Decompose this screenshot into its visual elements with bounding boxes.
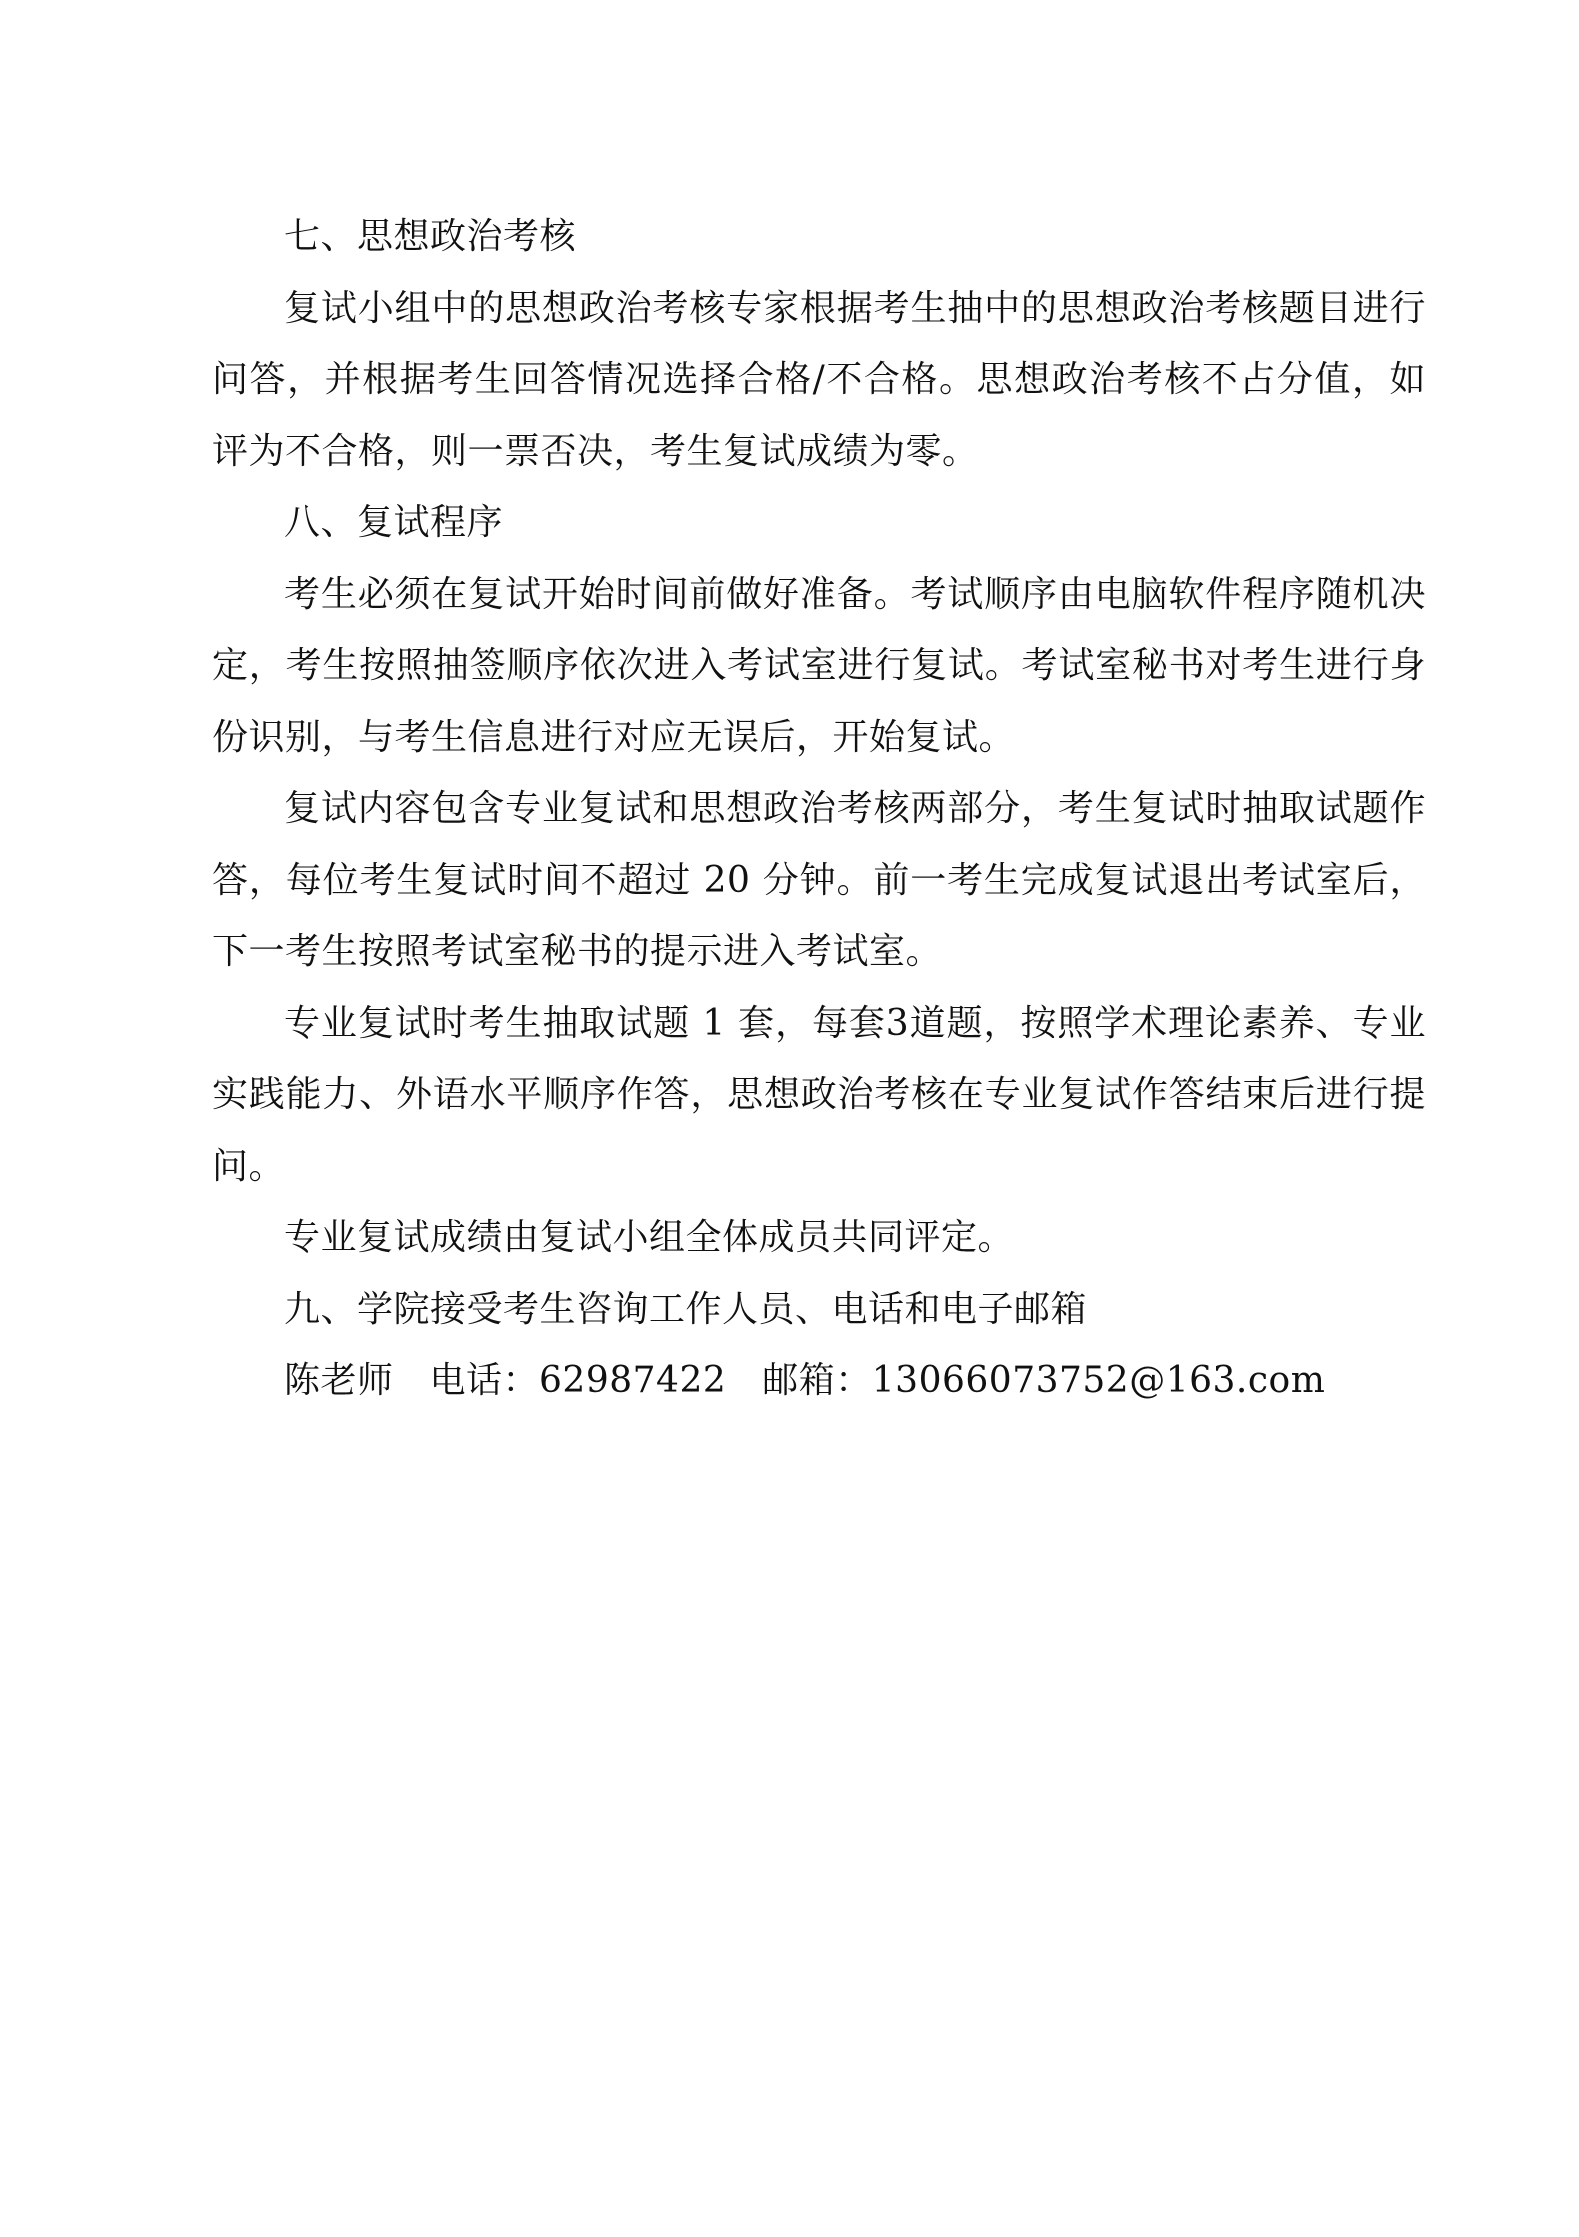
contact-name: 陈老师 <box>284 1360 394 1401</box>
section-9-heading: 九、学院接受考生咨询工作人员、电话和电子邮箱 <box>284 1288 1088 1330</box>
contact-email: 邮箱：13066073752@163.com <box>762 1360 1326 1401</box>
contact-line <box>212 1345 1426 1417</box>
contact-phone: 电话：62987422 <box>429 1360 727 1401</box>
section-8-paragraph-4: 专业复试成绩由复试小组全体成员共同评定。 <box>284 1217 1015 1258</box>
section-8-paragraph-1: 考生必须在复试开始时间前做好准备。考试顺序由电脑软件程序随机决定，考生按照抽签顺序依次进入考试室进行复试。考试室秘书对考生进行身份识别，与考生信息进行对应无误后，开始复试。 <box>212 573 1426 758</box>
section-7-heading: 七、思想政治考核 <box>284 216 577 257</box>
section-8-heading: 八、复试程序 <box>284 502 504 543</box>
section-7-paragraph-1: 复试小组中的思想政治考核专家根据考生抽中的思想政治考核题目进行问答，并根据考生回答情况选择合格/不合格。思想政治考核不占分值，如评为不合格，则一票否决，考生复试成绩为零。 <box>212 287 1426 472</box>
document-body <box>212 201 1426 1417</box>
section-8-paragraph-3: 专业复试时考生抽取试题 1 套，每套3道题，按照学术理论素养、专业实践能力、外语水平顺序作答，思想政治考核在专业复试作答结束后进行提问。 <box>212 1002 1426 1187</box>
section-8-paragraph-2: 复试内容包含专业复试和思想政治考核两部分，考生复试时抽取试题作答，每位考生复试时间不超过 20 分钟。前一考生完成复试退出考试室后，下一考生按照考试室秘书的提示进入考试室。 <box>212 788 1426 972</box>
